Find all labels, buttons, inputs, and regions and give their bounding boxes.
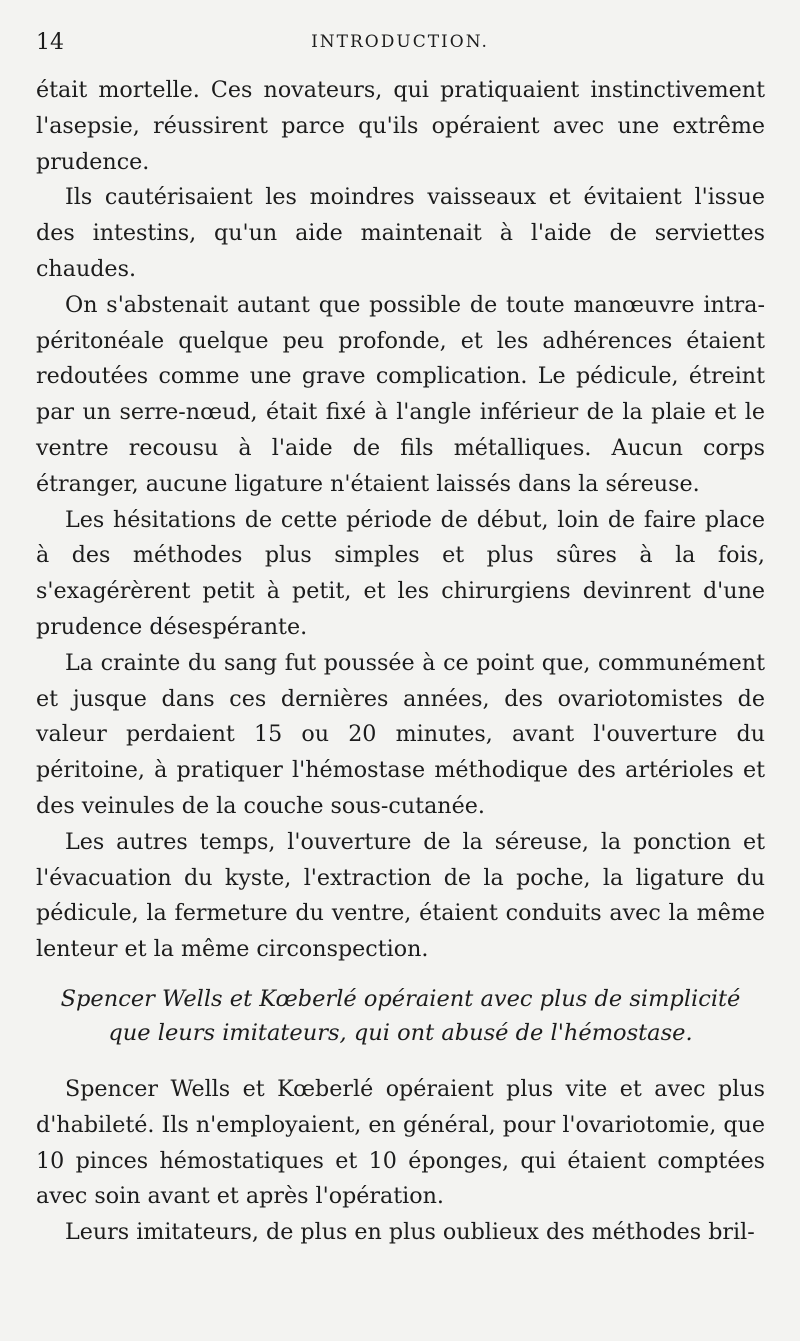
body-text-lower [36, 1072, 765, 1251]
paragraph: Spencer Wells et Kœberlé opéraient plus vite et avec plus d'habileté. Ils n'employaient, en général, pour l'ovariotomie, que 10 pinces hémostatiques et 10 éponges, qui étaient comptées avec soin avant et après l'opération. [36, 1076, 765, 1210]
paragraph: Leurs imitateurs, de plus en plus oublieux des méthodes bril- [65, 1219, 755, 1246]
section-heading-line: Spencer Wells et Kœberlé opéraient avec plus de simplicité [60, 986, 741, 1012]
running-header [36, 30, 764, 60]
running-title: INTRODUCTION. [311, 32, 489, 52]
paragraph: était mortelle. Ces novateurs, qui pratiquaient instinctivement l'asepsie, réussirent parce qu'ils opéraient avec une extrême prudence. [36, 77, 765, 175]
paragraph: Ils cautérisaient les moindres vaisseaux et évitaient l'issue des intestins, qu'un aide maintenait à l'aide de serviettes chaudes. [36, 184, 765, 282]
section-heading-line: que leurs imitateurs, qui ont abusé de l'hémostase. [108, 1020, 693, 1046]
paragraph: La crainte du sang fut poussée à ce point que, communément et jusque dans ces dernières années, des ovariotomistes de valeur perdaient 15 ou 20 minutes, avant l'ouverture du péritoine, à pratiquer l'hémostase méthodique des artérioles et des veinules de la couche sous-cutanée. [36, 649, 765, 819]
paragraph: Les autres temps, l'ouverture de la séreuse, la ponction et l'évacuation du kyste, l'extraction de la poche, la ligature du pédicule, la fermeture du ventre, étaient conduits avec la même lenteur et la même circonspection. [36, 828, 765, 963]
paragraph: On s'abstenait autant que possible de toute manœuvre intra-péritonéale quelque peu profonde, et les adhérences étaient redoutées comme une grave complication. Le pédicule, étreint par un serre-nœud, était fixé à l'angle inférieur de la plaie et le ventre recousu à l'aide de fils métalliques. Aucun corps étranger, aucune ligature n'étaient laissés dans la séreuse. [36, 291, 765, 497]
paragraph: Les hésitations de cette période de début, loin de faire place à des méthodes plus simples et plus sûres à la fois, s'exagérèrent petit à petit, et les chirurgiens devinrent d'une prudence désespérante. [36, 506, 765, 640]
body-text-upper [36, 73, 765, 968]
page-number: 14 [36, 30, 64, 55]
section-heading [36, 982, 765, 1050]
